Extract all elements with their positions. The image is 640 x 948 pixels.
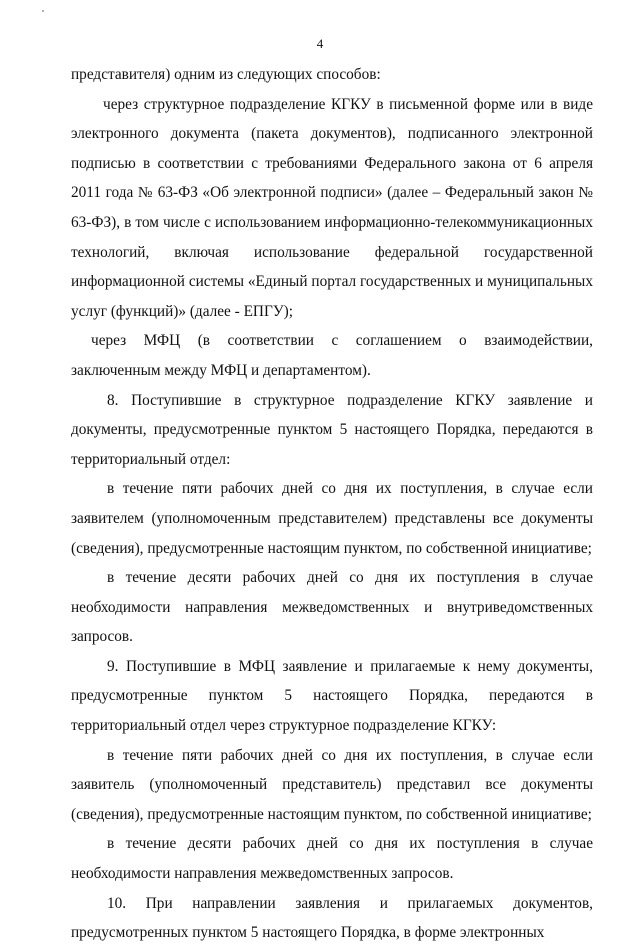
paragraph-line: в течение десяти рабочих дней со дня их поступления в случае bbox=[107, 569, 593, 587]
paragraph bbox=[71, 326, 593, 385]
paragraph-line: заключенным между МФЦ и департаментом). bbox=[71, 361, 371, 379]
page-number: 4 bbox=[316, 36, 324, 51]
paragraph-line: через структурное подразделение КГКУ в письменной форме или в виде bbox=[103, 95, 593, 113]
paragraph-line: информационной системы «Единый портал государственных и муниципальных bbox=[71, 273, 593, 291]
paragraph-line: запросов. bbox=[71, 628, 133, 646]
paragraph-line: услуг (функций)» (далее - ЕПГУ); bbox=[71, 302, 293, 320]
paragraph-line: территориальный отдел через структурное подразделение КГКУ: bbox=[71, 717, 497, 735]
paragraph-line: 8. Поступившие в структурное подразделение КГКУ заявление и bbox=[107, 391, 593, 409]
paragraph bbox=[71, 563, 593, 652]
paragraph bbox=[71, 652, 593, 741]
paragraph-line: в течение пяти рабочих дней со дня их поступления, в случае если bbox=[107, 480, 593, 498]
paragraph-line: предусмотренных пунктом 5 настоящего Порядка, в форме электронных bbox=[71, 924, 545, 942]
paragraph-line: подписью в соответствии с требованиями Федерального закона от 6 апреля bbox=[71, 154, 593, 172]
paragraph-line: в течение десяти рабочих дней со дня их поступления в случае bbox=[107, 835, 593, 853]
paragraph bbox=[71, 386, 593, 475]
paragraph-line: заявителем (уполномоченным представителем) представлены все документы bbox=[71, 509, 593, 527]
document-body bbox=[71, 60, 593, 948]
paragraph-line: 9. Поступившие в МФЦ заявление и прилагаемые к нему документы, bbox=[107, 657, 593, 675]
paragraph-line: 10. При направлении заявления и прилагаемых документов, bbox=[107, 894, 593, 912]
paragraph-line: 2011 года № 63-ФЗ «Об электронной подписи» (далее – Федеральный закон № bbox=[71, 184, 593, 202]
paragraph-line: заявитель (уполномоченный представитель) представил все документы bbox=[71, 776, 593, 794]
paragraph-line: представителя) одним из следующих способов: bbox=[71, 66, 381, 83]
paragraph-line: необходимости направления межведомственных и внутриведомственных bbox=[71, 598, 593, 616]
paragraph bbox=[71, 60, 593, 90]
paragraph bbox=[71, 741, 593, 830]
paragraph-line: территориальный отдел: bbox=[71, 450, 231, 468]
paragraph-line: 63-ФЗ), в том числе с использованием информационно-телекоммуникационных bbox=[71, 213, 593, 231]
paragraph-line: (сведения), предусмотренные настоящим пунктом, по собственной инициативе; bbox=[71, 539, 592, 557]
paragraph bbox=[71, 829, 593, 888]
scan-speck bbox=[42, 10, 44, 12]
paragraph bbox=[71, 90, 593, 327]
paragraph-line: технологий, включая использование федеральной государственной bbox=[71, 243, 593, 261]
paragraph-line: (сведения), предусмотренные настоящим пунктом, по собственной инициативе; bbox=[71, 805, 592, 823]
paragraph-line: необходимости направления межведомственных запросов. bbox=[71, 865, 454, 883]
paragraph-line: предусмотренные пунктом 5 настоящего Порядка, передаются в bbox=[71, 687, 593, 705]
paragraph-line: электронного документа (пакета документов), подписанного электронной bbox=[71, 125, 593, 143]
paragraph bbox=[71, 889, 593, 948]
paragraph-line: в течение пяти рабочих дней со дня их поступления, в случае если bbox=[107, 746, 593, 764]
paragraph-line: документы, предусмотренные пунктом 5 настоящего Порядка, передаются в bbox=[71, 421, 593, 439]
paragraph bbox=[71, 474, 593, 563]
paragraph-line: через МФЦ (в соответствии с соглашением о взаимодействии, bbox=[91, 332, 593, 350]
